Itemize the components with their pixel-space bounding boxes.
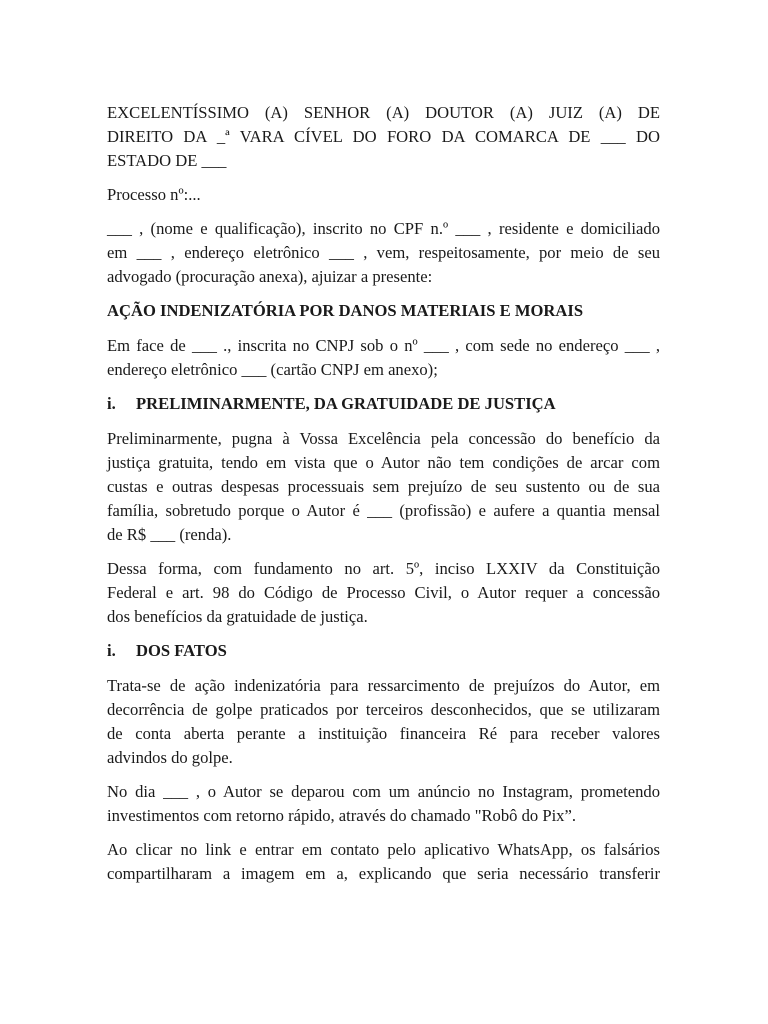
paragraph-line: dos benefícios da gratuidade de justiça.	[107, 607, 368, 626]
court-address	[107, 101, 660, 173]
paragraph-line: endereço eletrônico ___ (cartão CNPJ em anexo);	[107, 360, 438, 379]
paragraph-line: em ___ , endereço eletrônico ___ , vem, respeitosamente, por meio de seu	[107, 243, 660, 262]
fatos-paragraph-1	[107, 674, 660, 770]
paragraph-line: Dessa forma, com fundamento no art. 5º, inciso LXXIV da Constituição	[107, 559, 660, 578]
paragraph-line: de R$ ___ (renda).	[107, 525, 232, 544]
paragraph-line: advindos do golpe.	[107, 748, 233, 767]
defendant-paragraph	[107, 334, 660, 382]
paragraph-line: de conta aberta perante a instituição financeira Ré para receber valores	[107, 724, 660, 743]
section-heading-fatos	[107, 639, 660, 663]
section-number: i.	[107, 641, 116, 660]
paragraph-line: Trata-se de ação indenizatória para ressarcimento de prejuízos do Autor, em	[107, 676, 660, 695]
court-address-line: ESTADO DE ___	[107, 151, 227, 170]
action-title: AÇÃO INDENIZATÓRIA POR DANOS MATERIAIS E MORAIS	[107, 301, 584, 320]
paragraph-line: Em face de ___ ., inscrita no CNPJ sob o nº ___ , com sede no endereço ___ ,	[107, 336, 660, 355]
paragraph-line: Ao clicar no link e entrar em contato pelo aplicativo WhatsApp, os falsários	[107, 840, 660, 859]
court-address-line: DIREITO DA _ª VARA CÍVEL DO FORO DA COMARCA DE ___ DO	[107, 127, 660, 146]
paragraph-line: Preliminarmente, pugna à Vossa Excelência pela concessão do benefício da	[107, 429, 660, 448]
paragraph-line: No dia ___ , o Autor se deparou com um anúncio no Instagram, prometendo	[107, 782, 660, 801]
gratuidade-paragraph-1	[107, 427, 660, 547]
paragraph-line: advogado (procuração anexa), ajuizar a presente:	[107, 267, 433, 286]
section-number: i.	[107, 394, 116, 413]
paragraph-line: decorrência de golpe praticados por terceiros desconhecidos, que se utilizaram	[107, 700, 660, 719]
paragraph-line: ___ , (nome e qualificação), inscrito no CPF n.º ___ , residente e domiciliado	[107, 219, 660, 238]
section-heading-gratuidade	[107, 392, 660, 416]
paragraph-line: compartilharam a imagem em a, explicando que seria necessário transferir	[107, 864, 660, 883]
process-number: Processo nº:...	[107, 185, 201, 204]
section-title: PRELIMINARMENTE, DA GRATUIDADE DE JUSTIÇA	[136, 394, 556, 413]
fatos-paragraph-2	[107, 780, 660, 828]
gratuidade-paragraph-2	[107, 557, 660, 629]
paragraph-line: custas e outras despesas processuais sem prejuízo de seu sustento ou de sua	[107, 477, 660, 496]
court-address-line: EXCELENTÍSSIMO (A) SENHOR (A) DOUTOR (A) JUIZ (A) DE	[107, 103, 660, 122]
fatos-paragraph-3	[107, 838, 660, 886]
section-title: DOS FATOS	[136, 641, 227, 660]
paragraph-line: família, sobretudo porque o Autor é ___ (profissão) e aufere a quantia mensal	[107, 501, 660, 520]
paragraph-line: justiça gratuita, tendo em vista que o Autor não tem condições de arcar com	[107, 453, 660, 472]
plaintiff-qualification	[107, 217, 660, 289]
paragraph-line: Federal e art. 98 do Código de Processo Civil, o Autor requer a concessão	[107, 583, 660, 602]
paragraph-line: investimentos com retorno rápido, através do chamado "Robô do Pix”.	[107, 806, 576, 825]
